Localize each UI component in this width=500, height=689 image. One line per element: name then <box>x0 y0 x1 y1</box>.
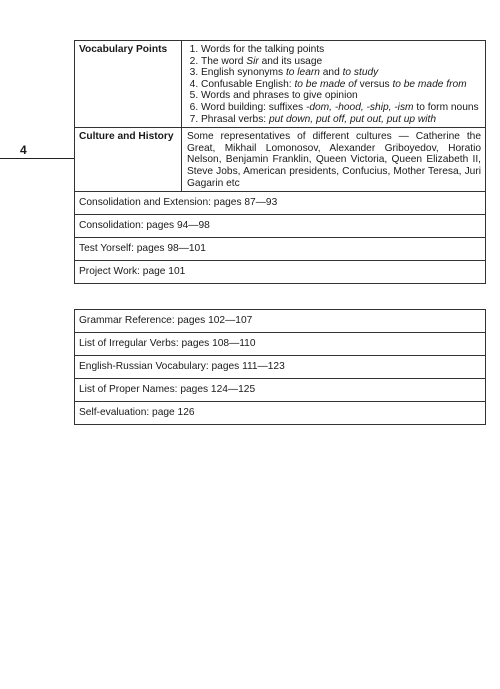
vocabulary-item-text: to be made from <box>392 78 467 90</box>
sections-group-2 <box>75 310 486 425</box>
section-row <box>75 192 486 215</box>
appendix-row <box>75 333 486 356</box>
vocabulary-item-text: to be made of <box>294 78 357 90</box>
section-row <box>75 215 486 238</box>
vocabulary-item-text: English synonyms <box>201 67 286 79</box>
vocabulary-item-text: The word <box>201 55 247 67</box>
vocabulary-label: Vocabulary Points <box>75 41 182 128</box>
unit-contents-table <box>74 40 486 284</box>
culture-label: Culture and History <box>75 128 182 192</box>
vocabulary-item-text: -dom, -hood, -ship, -ism <box>305 101 414 113</box>
vocabulary-row <box>75 41 486 128</box>
vocabulary-content <box>182 41 486 128</box>
appendix-row <box>75 356 486 379</box>
vocabulary-item-text: to learn <box>285 67 320 79</box>
vocabulary-item-text: Words and phrases to give opinion <box>201 90 358 102</box>
vocabulary-item-text: Sir <box>246 55 259 67</box>
vocabulary-item <box>201 114 481 126</box>
appendix-entry: Grammar Reference: pages 102—107 <box>75 310 486 333</box>
section-entry: Project Work: page 101 <box>75 261 486 284</box>
vocabulary-item-text: Confusable English: <box>201 78 295 90</box>
vocabulary-item <box>201 67 481 79</box>
page-number: 4 <box>20 143 27 157</box>
culture-row <box>75 128 486 192</box>
appendix-row <box>75 379 486 402</box>
vocabulary-item-text: to form nouns <box>413 101 479 113</box>
appendix-entry: List of Irregular Verbs: pages 108—110 <box>75 333 486 356</box>
vocabulary-item-text: Phrasal verbs: <box>201 113 269 125</box>
appendix-row <box>75 310 486 333</box>
vocabulary-item-text: put down, put off, put out, put up with <box>268 113 437 125</box>
vocabulary-item <box>201 44 481 56</box>
vocabulary-item <box>201 90 481 102</box>
vocabulary-item-text: to study <box>342 67 379 79</box>
sections-group-1 <box>75 192 486 284</box>
vocabulary-item <box>201 56 481 68</box>
vocabulary-item-text: and its usage <box>258 55 323 67</box>
vocabulary-item-text: and <box>319 67 343 79</box>
appendix-row <box>75 402 486 425</box>
section-entry: Consolidation and Extension: pages 87—93 <box>75 192 486 215</box>
section-entry: Consolidation: pages 94—98 <box>75 215 486 238</box>
vocabulary-item-text: Words for the talking points <box>201 44 325 55</box>
section-row <box>75 238 486 261</box>
appendix-entry: English-Russian Vocabulary: pages 111—123 <box>75 356 486 379</box>
vocabulary-item <box>201 102 481 114</box>
culture-content: Some representatives of different cultures — Catherine the Great, Mikhail Lomonosov, Alexander Griboyedov, Horatio Nelson, Benjamin Franklin, Queen Victoria, Queen Elizabeth II, Steve Jobs, American presidents, Confucius, Mother Teresa, Juri Gagarin etc <box>182 128 486 192</box>
vocabulary-list <box>187 44 481 125</box>
appendix-entry: Self-evaluation: page 126 <box>75 402 486 425</box>
section-entry: Test Yorself: pages 98—101 <box>75 238 486 261</box>
vocabulary-item-text: versus <box>356 78 393 90</box>
vocabulary-item-text: Word building: suffixes <box>201 101 306 113</box>
appendix-table <box>74 309 486 425</box>
vocabulary-item <box>201 79 481 91</box>
section-row <box>75 261 486 284</box>
appendix-entry: List of Proper Names: pages 124—125 <box>75 379 486 402</box>
page-number-rule <box>0 158 74 159</box>
